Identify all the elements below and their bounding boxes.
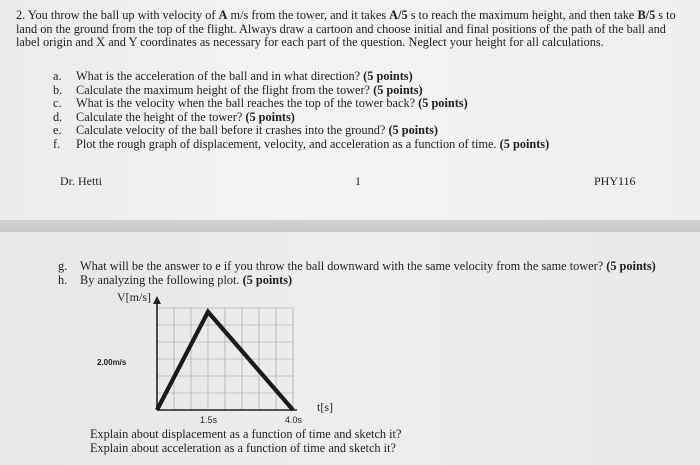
part-letter: c.	[53, 96, 62, 111]
part-text: Plot the rough graph of displacement, velocity, and acceleration as a function of time.	[76, 136, 500, 151]
part-letter: f.	[53, 136, 61, 151]
question-part-d	[53, 111, 693, 125]
explain-displacement: Explain about displacement as a function of time and sketch it?	[90, 427, 402, 441]
part-text: Calculate velocity of the ball before it crashes into the ground?	[76, 123, 389, 138]
explain-acceleration: Explain about acceleration as a function of time and sketch it?	[90, 441, 396, 455]
question-2-intro	[16, 9, 691, 50]
footer-course: PHY116	[594, 174, 636, 188]
question-part-b	[53, 84, 693, 98]
part-letter: b.	[53, 82, 63, 97]
part-letter: h.	[58, 272, 68, 287]
y-axis-arrow	[153, 296, 161, 304]
page-gap	[0, 220, 700, 232]
part-points: (5 points)	[418, 96, 468, 111]
part-text: Calculate the maximum height of the flight from the tower?	[76, 82, 374, 97]
footer-page-number: 1	[355, 174, 361, 188]
part-points: (5 points)	[363, 69, 413, 83]
intro-run: m/s from the tower, and it takes	[227, 8, 390, 22]
intro-run: A/5	[389, 8, 408, 22]
part-letter: d.	[53, 109, 63, 124]
intro-run: B/5	[637, 8, 656, 22]
part-text: Calculate the height of the tower?	[76, 109, 246, 124]
part-points: (5 points)	[388, 123, 438, 138]
part-text: What is the acceleration of the ball and in what direction?	[76, 69, 364, 83]
y-tick-label: 2.00m/s	[97, 357, 127, 367]
velocity-axis-label: V[m/s]	[117, 290, 151, 304]
intro-run: 2. You throw the ball up with velocity of	[16, 8, 219, 22]
part-letter: g.	[58, 259, 68, 273]
part-points: (5 points)	[606, 259, 656, 273]
time-axis-label: t[s]	[317, 400, 333, 414]
part-points: (5 points)	[373, 82, 423, 97]
part-text: What is the velocity when the ball reaches the top of the tower back?	[76, 96, 419, 111]
question-parts-list	[53, 70, 693, 152]
intro-run: A	[218, 8, 228, 22]
part-points: (5 points)	[245, 109, 295, 124]
part-text: What will be the answer to e if you throw the ball downward with the same velocity from the same tower?	[80, 259, 607, 273]
question-part-e	[53, 124, 693, 138]
x-tick-label: 1.5s	[200, 415, 218, 425]
intro-run: s to land on the ground from the top of the flight. Always draw a cartoon and choose initial and final positions of the path of the ball and label origin and X and Y coordinates as necessary for each part of the question. Neglect your height for all calculations.	[16, 8, 676, 50]
intro-run: s to reach the maximum height, and then take	[407, 8, 638, 22]
x-tick-label: 4.0s	[285, 415, 303, 425]
part-points: (5 points)	[242, 272, 293, 287]
part-text: By analyzing the following plot.	[80, 272, 243, 287]
question-part-a	[53, 70, 693, 84]
part-letter: a.	[53, 69, 62, 83]
question-part-c	[53, 97, 693, 111]
page-one	[0, 0, 700, 220]
question-part-f	[53, 138, 693, 152]
footer-author: Dr. Hetti	[60, 174, 102, 188]
part-letter: e.	[53, 123, 62, 138]
part-points: (5 points)	[499, 136, 550, 151]
page-two	[0, 232, 700, 465]
